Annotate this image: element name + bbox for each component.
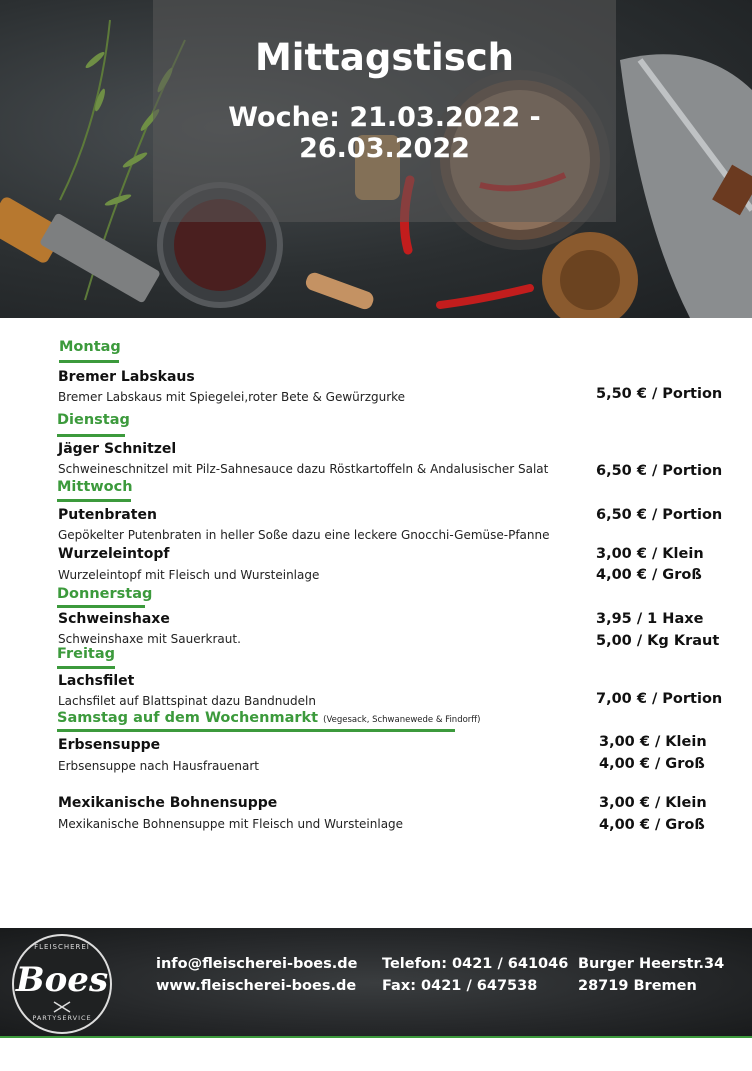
footer-street: Burger Heerstr.34 [578,956,725,972]
footer-city: 28719 Bremen [578,978,697,994]
crossed-knife-fork-icon [52,1000,72,1014]
dish-name: Schweinshaxe [58,611,170,627]
day-underline [57,434,125,437]
dish-description: Wurzeleintopf mit Fleisch und Wursteinlage [58,568,320,582]
dish-name: Jäger Schnitzel [58,441,177,457]
dish-name: Mexikanische Bohnensuppe [58,795,278,811]
day-underline [57,729,455,732]
dish-description: Bremer Labskaus mit Spiegelei,roter Bete & Gewürzgurke [58,390,406,404]
market-locations-note: (Vegesack, Schwanewede & Findorff) [323,715,481,725]
day-heading-dienstag: Dienstag [57,412,130,428]
dish-name: Lachsfilet [58,673,135,689]
day-heading-samstag-label: Samstag auf dem Wochenmarkt [57,710,319,726]
footer-phone: Telefon: 0421 / 641046 [382,956,569,972]
day-heading-freitag: Freitag [57,646,116,662]
dish-description: Schweinshaxe mit Sauerkraut. [58,632,241,646]
day-underline [57,605,145,608]
dish-price: 3,00 € / Klein [599,795,707,811]
dish-price: 3,00 € / Klein [596,546,704,562]
dish-name: Bremer Labskaus [58,369,195,385]
dish-price: 5,50 € / Portion [596,386,723,402]
dish-price-secondary: 5,00 / Kg Kraut [596,633,720,649]
company-logo [12,934,112,1034]
dish-price: 7,00 € / Portion [596,691,723,707]
dish-price: 6,50 € / Portion [596,463,723,479]
dish-description: Schweineschnitzel mit Pilz-Sahnesauce dazu Röstkartoffeln & Andalusischer Salat [58,462,549,476]
day-heading-samstag [57,710,480,726]
dish-description: Gepökelter Putenbraten in heller Soße dazu eine leckere Gnocchi-Gemüse-Pfanne [58,528,550,542]
dish-price: 3,95 / 1 Haxe [596,611,704,627]
day-heading-montag: Montag [59,339,121,355]
dish-price: 3,00 € / Klein [599,734,707,750]
footer-website[interactable]: www.fleischerei-boes.de [156,978,357,994]
page-title: Mittagstisch [254,36,515,79]
dish-price-secondary: 4,00 € / Groß [599,756,705,772]
dish-price-secondary: 4,00 € / Groß [596,567,702,583]
logo-bottom-text: PARTYSERVICE [32,1014,92,1022]
day-heading-mittwoch: Mittwoch [57,479,133,495]
dish-name: Putenbraten [58,507,157,523]
day-underline [59,360,119,363]
dish-name: Wurzeleintopf [58,546,170,562]
dish-description: Mexikanische Bohnensuppe mit Fleisch und Wursteinlage [58,817,404,831]
logo-top-text: FLEISCHEREI [34,943,90,951]
dish-name: Erbsensuppe [58,737,161,753]
logo-wordmark: Boes [15,960,109,1000]
dish-price: 6,50 € / Portion [596,507,723,523]
day-underline [57,499,131,502]
footer-fax: Fax: 0421 / 647538 [382,978,538,994]
footer-email[interactable]: info@fleischerei-boes.de [156,956,358,972]
footer-accent-line [0,1036,752,1038]
week-range: Woche: 21.03.2022 - 26.03.2022 [228,102,541,164]
dish-price-secondary: 4,00 € / Groß [599,817,705,833]
day-underline [57,666,115,669]
day-heading-donnerstag: Donnerstag [57,586,153,602]
dish-description: Lachsfilet auf Blattspinat dazu Bandnudeln [58,694,316,708]
header-photo [0,0,752,318]
dish-description: Erbsensuppe nach Hausfrauenart [58,759,259,773]
